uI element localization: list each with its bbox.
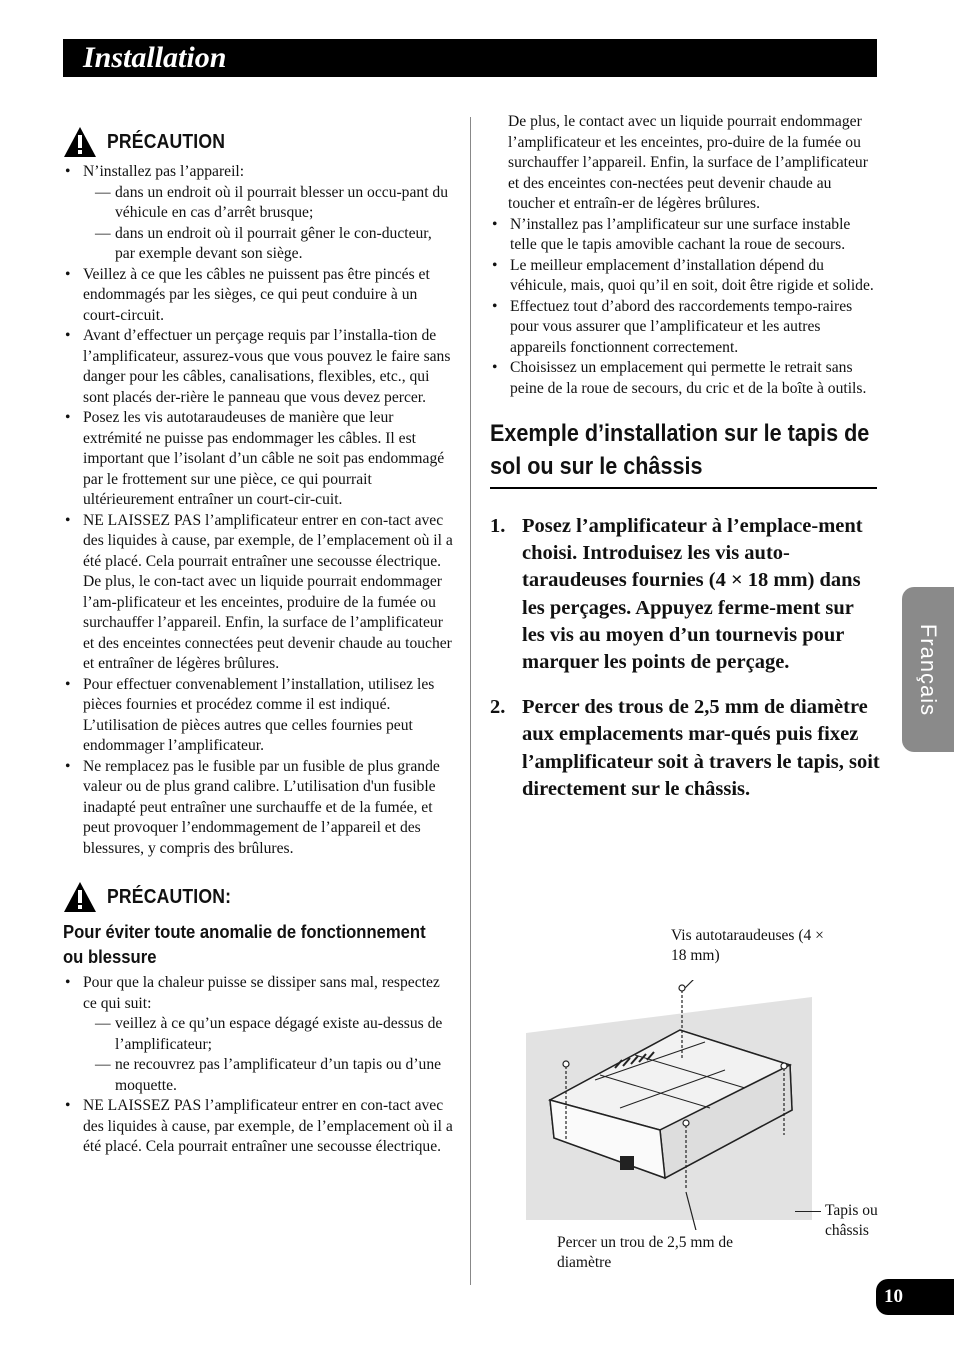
step-item [490,513,880,676]
section-title: Exemple d’installation sur le tapis de sol ou sur le châssis [490,420,870,480]
list-item: • N’installez pas l’appareil: — dans un endroit où il pourrait blesser un occu-pant du véhicule en cas d’arrêt brusque; — dans un endroit où il pourrait gêner le con-ducteur, par exemple devant son siège. [63,162,453,265]
warning-icon [63,126,97,158]
sub-item: — veillez à ce qu’un espace dégagé existe au-dessus de l’amplificateur; [95,1015,443,1053]
caution-title: PRÉCAUTION [107,130,226,153]
sub-item: — dans un endroit où il pourrait gêner le con-ducteur, par exemple devant son siège. [95,224,432,262]
floor-pointer [795,1211,821,1212]
page-title: Installation [83,41,227,74]
list-item: • Veillez à ce que les câbles ne puissent pas être pincés et endommagés par les sièges, ce qui peut conduire à un court-circuit. [63,265,453,327]
list-item: • Ne remplacez pas le fusible par un fusible de plus grande valeur ou de plus grand calibre. L’utilisation d'un fusible inadapté peut entraîner une surchauffe et de la fumée, et peut provoquer l’endommagement de l’appareil et des blessures, y compris des brûlures. [63,757,453,860]
amplifier-installation-figure [520,980,820,1230]
list-item: • N’installez pas l’amplificateur sur une surface instable telle que le tapis amovible cachant la roue de secours. [490,215,880,256]
caution-list [63,973,453,1158]
list-item: • Choisissez un emplacement qui permette le retrait sans peine de la roue de secours, du cric et de la boîte à outils. [490,358,880,399]
list-item: • NE LAISSEZ PAS l’amplificateur entrer en con-tact avec des liquides à cause, par exemple, de l’emplacement où il a été placé. Cela pourrait entraîner une secousse électrique. De plus, le con-tact avec un liquide pourrait endommager l’am-plificateur et les enceintes, produire de la fumée ou surchauffer l’appareil. Enfin, la surface de l’amplificateur et des enceintes connectées peut devenir chaude au toucher et entraîner de légères brûlures. [63,511,453,675]
list-item: • Posez les vis autotaraudeuses de manière que leur extrémité ne puisse pas endommager les câbles. Il est important que l’isolant d’un câble ne soit pas endommagé par le frottement sur une pièce, ce qui pourrait ultérieurement entraîner un court-cir-cuit. [63,408,453,511]
language-tab-label: Français [916,623,942,716]
section-rule [490,487,877,489]
caution-heading [63,126,453,158]
step-number: 1. [490,515,506,537]
step-number: 2. [490,696,506,719]
list-item: • Avant d’effectuer un perçage requis par l’installa-tion de l’amplificateur, assurez-vous que vous pouvez le faire sans danger pour les câbles, canalisations, flexibles, etc., qui sont placés der-rière le panneau que vous devez percer. [63,326,453,408]
page-number: 10 [876,1279,954,1315]
caution-title: PRÉCAUTION: [107,885,232,908]
list-item: • Pour que la chaleur puisse se dissiper sans mal, respectez ce qui suit: — veillez à ce qu’un espace dégagé existe au-dessus de l’amplificateur; — ne recouvrez pas l’amplificateur d’un tapis ou d’une moquette. [63,973,453,1096]
caution-subtitle: Pour éviter toute anomalie de fonctionnement ou blessure [63,921,426,967]
caution-heading [63,881,453,913]
step-text: Percer des trous de 2,5 mm de diamètre aux emplacements mar-qués puis fixez l’amplificateur soit à travers le tapis, soit directement sur le châssis. [522,696,880,800]
drill-label: Percer un trou de 2,5 mm de diamètre [557,1234,734,1271]
list-item: • Effectuez tout d’abord des raccordements tempo-raires pour vous assurer que l’amplificateur et les autres appareils fonctionnent correctement. [490,297,880,359]
list-item: • Le meilleur emplacement d’installation dépend du véhicule, mais, quoi qu’il en soit, doit être rigide et solide. [490,256,880,297]
header-bar [63,39,877,77]
language-tab [902,587,954,752]
continued-paragraph: De plus, le contact avec un liquide pourrait endommager l’amplificateur et les enceintes, pro-duire de la fumée ou surchauffer l’appareil. Enfin, la surface de l’amplificateur et des enceintes con-nectées peut devenir chaude au toucher et entraîn-er de légères brûlures. [508,113,868,212]
list-item: • Pour effectuer convenablement l’installation, utilisez les pièces fournies et procédez comme il est indiqué. L’utilisation de pièces autres que celles fournies peut endommager l’amplificateur. [63,675,453,757]
left-column [63,110,453,1158]
step-text: Posez l’amplificateur à l’emplace-ment choisi. Introduisez les vis auto-taraudeuses fournies (4 × 18 mm) dans les perçages. Appuyez ferme-ment sur les vis au moyen d’un tournevis pour marquer les points de perçage. [522,515,863,674]
sub-item: — dans un endroit où il pourrait blesser un occu-pant du véhicule en cas d’arrêt brusque; [95,183,449,221]
caution-list [63,162,453,859]
screws-label: Vis autotaraudeuses (4 × 18 mm) [671,927,824,964]
step-item [490,694,880,803]
floor-label: Tapis ou châssis [825,1202,878,1239]
warning-icon [63,881,97,913]
caution-list [490,215,880,400]
right-column [490,112,880,803]
column-divider [470,117,471,1285]
sub-item: — ne recouvrez pas l’amplificateur d’un tapis ou d’une moquette. [95,1056,442,1094]
list-item: • NE LAISSEZ PAS l’amplificateur entrer en con-tact avec des liquides à cause, par exemple, de l’emplacement où il a été placé. Cela pourrait entraîner une secousse électrique. [63,1096,453,1158]
